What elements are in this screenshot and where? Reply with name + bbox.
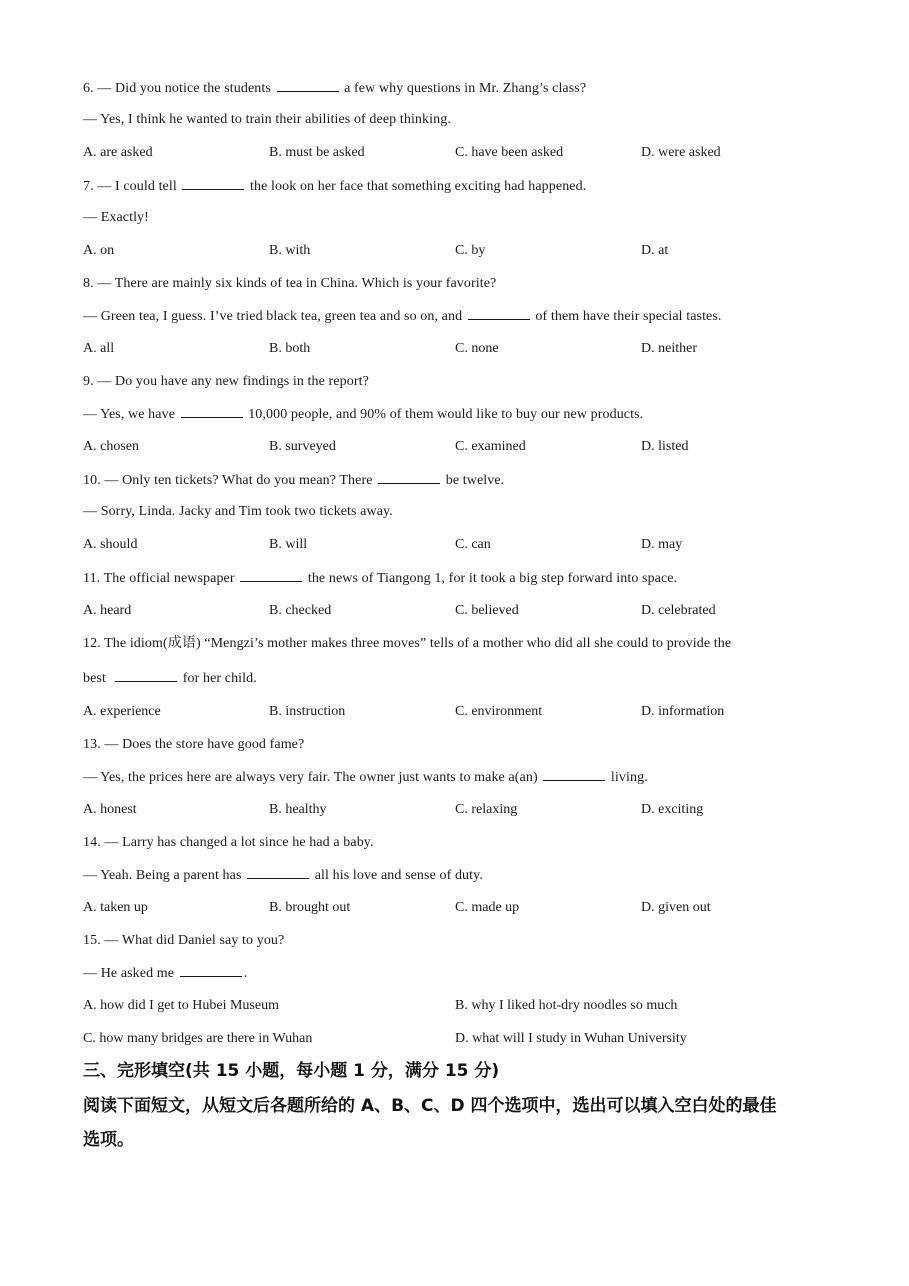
q11-line-1: 11. The official newspaper the news of Tiangong 1, for it took a big step forward into space.: [83, 568, 677, 589]
q6-option-a: A. are asked: [83, 145, 153, 160]
answer-blank: [182, 176, 244, 190]
q9-option-c: C. examined: [455, 439, 526, 454]
q13-option-d: D. exciting: [641, 802, 704, 817]
answer-blank: [115, 668, 177, 682]
q10-line-2: — Sorry, Linda. Jacky and Tim took two tickets away.: [83, 504, 393, 519]
q10-option-b: B. will: [269, 537, 308, 552]
q14-line-2: — Yeah. Being a parent has all his love and sense of duty.: [83, 865, 483, 886]
q8-option-c: C. none: [455, 341, 499, 356]
q6-line-1: 6. — Did you notice the students a few why questions in Mr. Zhang’s class?: [83, 78, 586, 99]
q10-option-c: C. can: [455, 537, 491, 552]
q11-option-d: D. celebrated: [641, 603, 716, 618]
q6-option-c: C. have been asked: [455, 145, 564, 160]
q12-option-c: C. environment: [455, 704, 543, 719]
answer-blank: [247, 865, 309, 879]
q7-option-a: A. on: [83, 243, 115, 258]
q14-option-b: B. brought out: [269, 900, 351, 915]
q7-option-b: B. with: [269, 243, 311, 258]
q12-option-d: D. information: [641, 704, 725, 719]
q8-line-2: — Green tea, I guess. I’ve tried black tea, green tea and so on, and of them have their special tastes.: [83, 306, 722, 327]
q14-option-c: C. made up: [455, 900, 520, 915]
q15-option-a: A. how did I get to Hubei Museum: [83, 998, 279, 1013]
q7-option-d: D. at: [641, 243, 669, 258]
q9-option-a: A. chosen: [83, 439, 139, 454]
q7-line-2: — Exactly!: [83, 210, 149, 225]
q15-line-2: — He asked me .: [83, 963, 247, 984]
q15-option-c: C. how many bridges are there in Wuhan: [83, 1031, 313, 1046]
answer-blank: [277, 78, 339, 92]
q12-option-a: A. experience: [83, 704, 161, 719]
q13-line-1: 13. — Does the store have good fame?: [83, 737, 305, 752]
q9-line-2: — Yes, we have 10,000 people, and 90% of them would like to buy our new products.: [83, 404, 643, 425]
q13-option-b: B. healthy: [269, 802, 327, 817]
section-heading: 三、完形填空(共 15 小题，每小题 1 分，满分 15 分): [83, 1061, 500, 1081]
q13-option-c: C. relaxing: [455, 802, 518, 817]
q11-option-a: A. heard: [83, 603, 132, 618]
q10-option-a: A. should: [83, 537, 138, 552]
q10-line-1: 10. — Only ten tickets? What do you mean? There be twelve.: [83, 470, 504, 491]
q11-option-b: B. checked: [269, 603, 332, 618]
q15-option-d: D. what will I study in Wuhan University: [455, 1031, 687, 1046]
q13-option-a: A. honest: [83, 802, 137, 817]
q6-option-b: B. must be asked: [269, 145, 365, 160]
q14-option-a: A. taken up: [83, 900, 148, 915]
q6-line-2: — Yes, I think he wanted to train their abilities of deep thinking.: [83, 112, 451, 127]
q6-option-d: D. were asked: [641, 145, 721, 160]
q8-option-d: D. neither: [641, 341, 697, 356]
q14-option-d: D. given out: [641, 900, 711, 915]
q9-option-d: D. listed: [641, 439, 689, 454]
answer-blank: [543, 767, 605, 781]
q13-line-2: — Yes, the prices here are always very fair. The owner just wants to make a(an) living.: [83, 767, 648, 788]
q8-line-1: 8. — There are mainly six kinds of tea in China. Which is your favorite?: [83, 276, 497, 291]
q8-option-b: B. both: [269, 341, 311, 356]
q12-option-b: B. instruction: [269, 704, 346, 719]
answer-blank: [181, 404, 243, 418]
q8-option-a: A. all: [83, 341, 115, 356]
section-instruction-line-2: 选项。: [83, 1130, 134, 1150]
answer-blank: [468, 306, 530, 320]
q14-line-1: 14. — Larry has changed a lot since he had a baby.: [83, 835, 374, 850]
q7-line-1: 7. — I could tell the look on her face that something exciting had happened.: [83, 176, 586, 197]
answer-blank: [180, 963, 242, 977]
q12-line-2: best for her child.: [83, 668, 257, 689]
answer-blank: [378, 470, 440, 484]
q12-line-1: 12. The idiom(成语) “Mengzi’s mother makes three moves” tells of a mother who did all she could to provide the: [83, 636, 732, 651]
section-instruction-line-1: 阅读下面短文，从短文后各题所给的 A、B、C、D 四个选项中，选出可以填入空白处的最佳: [83, 1096, 777, 1116]
q11-option-c: C. believed: [455, 603, 519, 618]
q15-line-1: 15. — What did Daniel say to you?: [83, 933, 285, 948]
q9-line-1: 9. — Do you have any new findings in the report?: [83, 374, 369, 389]
q7-option-c: C. by: [455, 243, 486, 258]
q9-option-b: B. surveyed: [269, 439, 336, 454]
q10-option-d: D. may: [641, 537, 683, 552]
q15-option-b: B. why I liked hot-dry noodles so much: [455, 998, 678, 1013]
answer-blank: [240, 568, 302, 582]
